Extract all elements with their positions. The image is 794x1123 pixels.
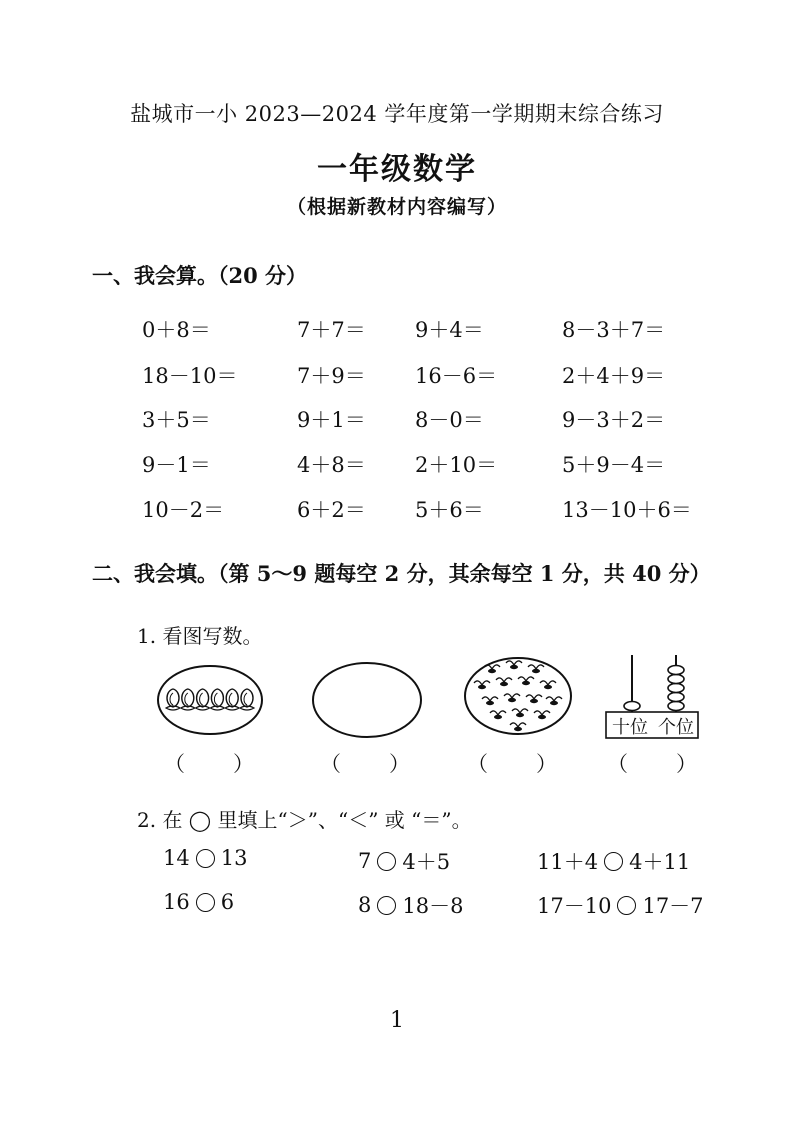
bird-icon xyxy=(540,681,556,689)
compare-right: 6 xyxy=(220,890,235,914)
calc-problem: 13－10＋6＝ xyxy=(562,498,692,522)
compare-right: 17－7 xyxy=(642,894,704,918)
bird-icon xyxy=(512,709,528,717)
peach-icon xyxy=(225,689,239,710)
question-1-title: 1. 看图写数。 xyxy=(137,624,263,648)
ones-bead xyxy=(668,684,684,693)
question-2-title: 2. 在 ◯ 里填上“＞”、“＜” 或 “＝”。 xyxy=(137,808,472,832)
compare-circle[interactable] xyxy=(196,893,215,912)
answer-blank-3[interactable]: （ ） xyxy=(467,752,559,776)
compare-left: 16 xyxy=(163,890,190,914)
compare-left: 14 xyxy=(163,846,190,870)
compare-circle[interactable] xyxy=(377,896,396,915)
section-2-heading: 二、我会填。（第 5～9 题每空 2 分，其余每空 1 分，共 40 分） xyxy=(92,561,711,586)
abacus-tens-label: 十位 xyxy=(612,717,648,738)
bird-group xyxy=(474,661,562,731)
calc-problem: 7＋7＝ xyxy=(297,318,366,342)
empty-oval xyxy=(313,663,421,737)
sub-title: （根据新教材内容编写） xyxy=(286,196,507,218)
compare-right: 18－8 xyxy=(402,894,464,918)
calc-problem: 16－6＝ xyxy=(415,364,498,388)
calc-problem: 18－10＝ xyxy=(142,364,238,388)
section-1-heading: 一、我会算。（20 分） xyxy=(92,263,308,288)
compare-item xyxy=(358,890,463,920)
compare-left: 8 xyxy=(358,893,372,917)
compare-item xyxy=(163,890,234,914)
peach-icon xyxy=(240,689,254,710)
school-title: 盐城市一小 2023—2024 学年度第一学期期末综合练习 xyxy=(130,102,664,126)
compare-right: 13 xyxy=(220,846,248,870)
peach-group xyxy=(166,689,254,710)
ones-bead xyxy=(668,702,684,711)
page-number: 1 xyxy=(390,1008,404,1033)
compare-left: 7 xyxy=(358,849,372,873)
calc-problem: 0＋8＝ xyxy=(142,318,211,342)
bird-icon xyxy=(526,695,542,703)
compare-circle[interactable] xyxy=(617,896,636,915)
peaches-oval xyxy=(158,666,262,734)
answer-blank-4[interactable]: （ ） xyxy=(607,752,699,776)
birds-picture xyxy=(462,655,574,737)
calc-problem: 7＋9＝ xyxy=(297,364,366,388)
bird-icon xyxy=(528,665,544,673)
ones-bead xyxy=(668,666,684,675)
calc-problem: 9－3＋2＝ xyxy=(562,408,666,432)
peach-icon xyxy=(196,689,210,710)
compare-circle[interactable] xyxy=(604,852,623,871)
calc-problem: 8－0＝ xyxy=(415,408,484,432)
main-title: 一年级数学 xyxy=(317,152,477,187)
calc-problem: 5＋6＝ xyxy=(415,498,484,522)
compare-left: 17－10 xyxy=(537,894,612,918)
compare-right: 4＋5 xyxy=(402,850,451,874)
bird-icon xyxy=(490,711,506,719)
compare-item xyxy=(358,846,450,876)
compare-circle[interactable] xyxy=(377,852,396,871)
bird-icon xyxy=(474,681,490,689)
bird-icon xyxy=(534,711,550,719)
calc-problem: 9＋4＝ xyxy=(415,318,484,342)
empty-oval-picture xyxy=(310,660,424,740)
compare-left: 11＋4 xyxy=(537,850,599,874)
calc-problem: 8－3＋7＝ xyxy=(562,318,666,342)
calc-problem: 2＋10＝ xyxy=(415,453,498,477)
bird-icon xyxy=(506,661,522,669)
calc-problem: 6＋2＝ xyxy=(297,498,366,522)
abacus-ones-label: 个位 xyxy=(658,717,694,738)
peach-icon xyxy=(166,689,180,710)
ones-bead xyxy=(668,675,684,684)
calc-problem: 3＋5＝ xyxy=(142,408,211,432)
calc-problem: 4＋8＝ xyxy=(297,453,366,477)
calc-problem: 9－1＝ xyxy=(142,453,211,477)
calc-problem: 9＋1＝ xyxy=(297,408,366,432)
answer-blank-1[interactable]: （ ） xyxy=(164,752,256,776)
peach-icon xyxy=(210,689,224,710)
compare-circle[interactable] xyxy=(196,849,215,868)
compare-right: 4＋11 xyxy=(629,850,691,874)
answer-blank-2[interactable]: （ ） xyxy=(320,752,412,776)
bird-icon xyxy=(510,723,526,731)
ones-bead xyxy=(668,693,684,702)
bird-icon xyxy=(496,678,512,686)
tens-bead xyxy=(624,702,640,711)
compare-item xyxy=(163,846,247,870)
calc-problem: 2＋4＋9＝ xyxy=(562,364,666,388)
bird-icon xyxy=(482,697,498,705)
compare-item xyxy=(537,846,690,876)
compare-item xyxy=(537,890,704,920)
peach-icon xyxy=(181,689,195,710)
calc-problem: 5＋9－4＝ xyxy=(562,453,666,477)
bird-icon xyxy=(546,697,562,705)
peaches-picture xyxy=(155,663,265,737)
bird-icon xyxy=(518,677,534,685)
calc-problem: 10－2＝ xyxy=(142,498,225,522)
birds-oval xyxy=(465,658,571,734)
bird-icon xyxy=(504,694,520,702)
